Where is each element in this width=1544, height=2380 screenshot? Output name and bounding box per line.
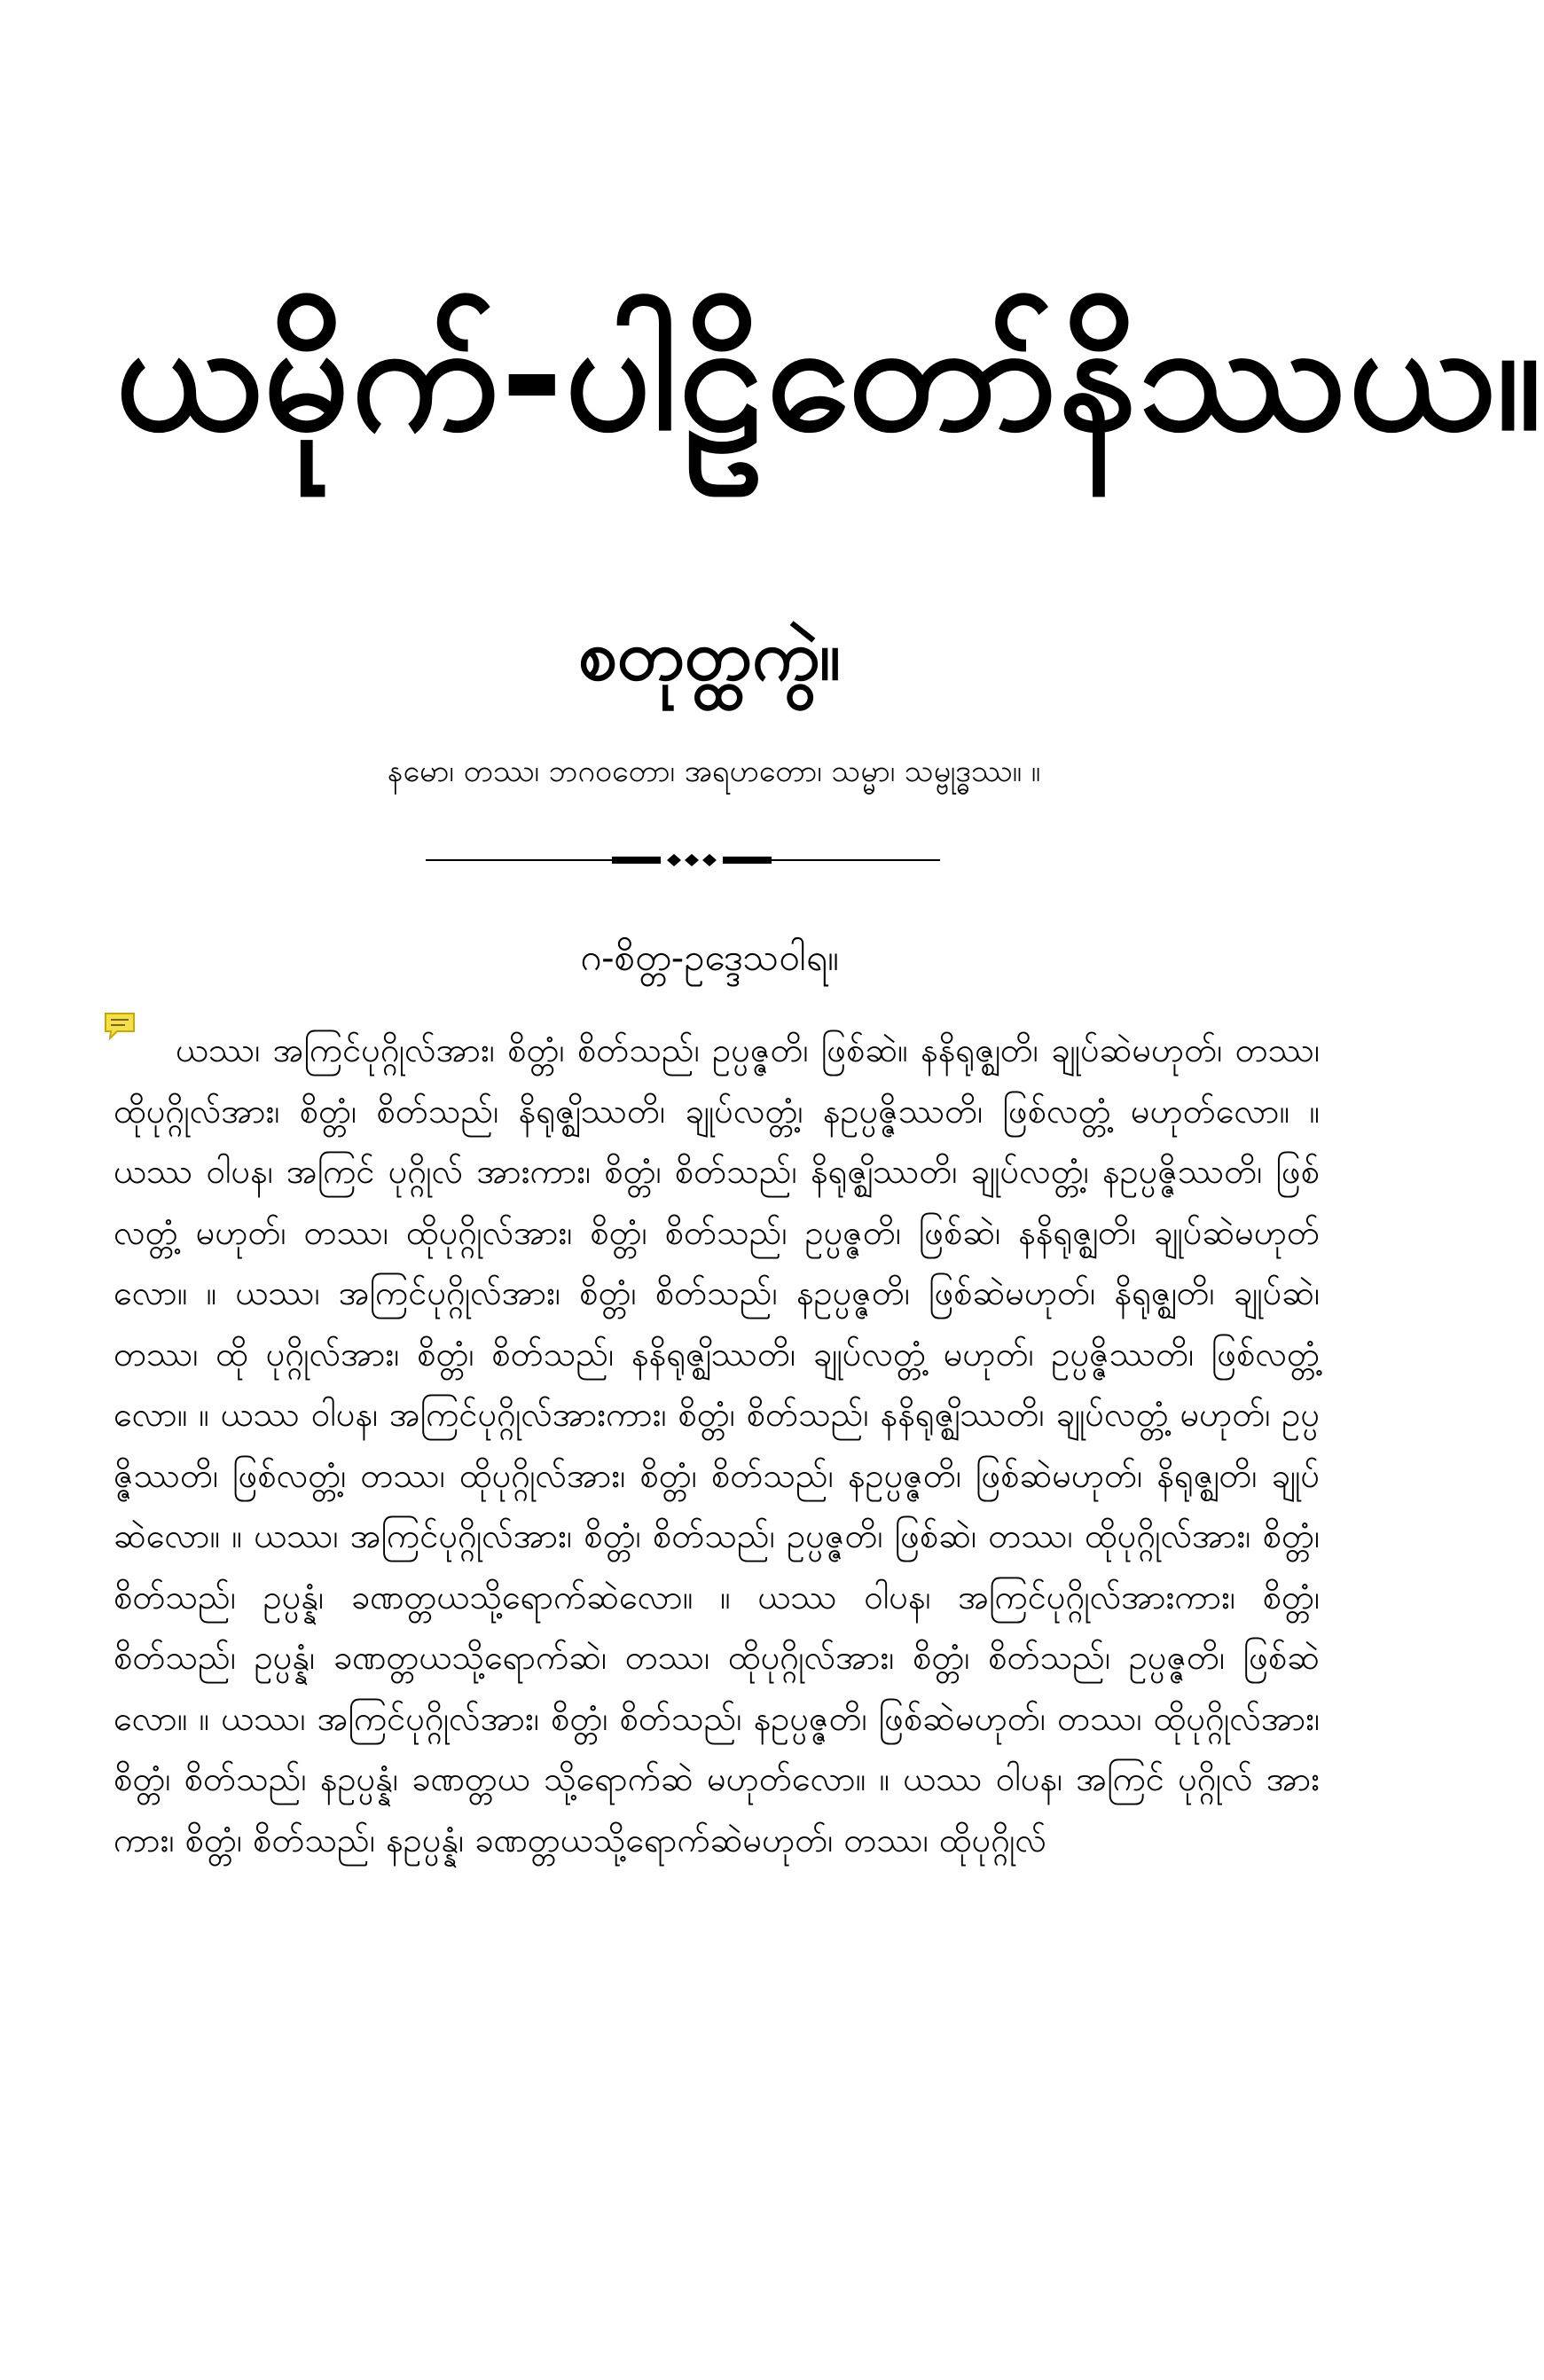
section-heading: ဂ-စိတ္တ-ဥဒ္ဒေသဝါရ။ (580, 936, 839, 979)
invocation-line: နမော၊ တဿ၊ ဘဂဝတော၊ အရဟတော၊ သမ္မာ၊ သမ္ဗုဒ္ဓဿ။ ။ (387, 754, 1041, 789)
divider-diamond-1 (667, 854, 681, 866)
body-text-block (114, 1020, 1320, 2350)
document-title: ယမိုက်-ပါဠိတော်နိဿယ။ (115, 289, 1544, 465)
document-subtitle: စတုတ္ထကွဲ။ (578, 616, 841, 696)
divider-bar-right (723, 857, 772, 864)
ornamental-divider (426, 849, 940, 871)
divider-diamond-2 (685, 854, 699, 866)
divider-bar-left (612, 857, 661, 864)
body-paragraph: ယဿ၊ အကြင်ပုဂ္ဂိုလ်အား၊ စိတ္တံ၊ စိတ်သည်၊ ဥပ္ပဇ္ဇတိ၊ ဖြစ်ဆဲ။ နနိရုဇ္ဈတိ၊ ချုပ်ဆဲမဟုတ်၊ တဿ၊ ထိုပုဂ္ဂိုလ်အား၊ စိတ္တံ၊ စိတ်သည်၊ နိရုဇ္ဈိဿတိ၊ ချုပ်လတ္တံ့၊ နဥပ္ပဇ္ဇိဿတိ၊ ဖြစ်လတ္တံ့ မဟုတ်လော။ ။ ယဿ ဝါပန၊ အကြင် ပုဂ္ဂိုလ် အားကား၊ စိတ္တံ၊ စိတ်သည်၊ နိရုဇ္ဈိဿတိ၊ ချုပ်လတ္တံ့၊ နဥပ္ပဇ္ဇိဿတိ၊ ဖြစ်လတ္တံ့ မဟုတ်၊ တဿ၊ ထိုပုဂ္ဂိုလ်အား၊ စိတ္တံ၊ စိတ်သည်၊ ဥပ္ပဇ္ဇတိ၊ ဖြစ်ဆဲ၊ နနိရုဇ္ဈတိ၊ ချုပ်ဆဲမဟုတ်လော။ ။ ယဿ၊ အကြင်ပုဂ္ဂိုလ်အား၊ စိတ္တံ၊ စိတ်သည်၊ နဥပ္ပဇ္ဇတိ၊ ဖြစ်ဆဲမဟုတ်၊ နိရုဇ္ဈတိ၊ ချုပ်ဆဲ၊ တဿ၊ ထို ပုဂ္ဂိုလ်အား၊ စိတ္တံ၊ စိတ်သည်၊ နနိရုဇ္ဈိဿတိ၊ ချုပ်လတ္တံ့ မဟုတ်၊ ဥပ္ပဇ္ဇိဿတိ၊ ဖြစ်လတ္တံ့လော။ ။ ယဿ ဝါပန၊ အကြင်ပုဂ္ဂိုလ်အားကား၊ စိတ္တံ၊ စိတ်သည်၊ နနိရုဇ္ဈိဿတိ၊ ချုပ်လတ္တံ့ မဟုတ်၊ ဥပ္ပဇ္ဇိဿတိ၊ ဖြစ်လတ္တံ့၊ တဿ၊ ထိုပုဂ္ဂိုလ်အား၊ စိတ္တံ၊ စိတ်သည်၊ နဥပ္ပဇ္ဇတိ၊ ဖြစ်ဆဲမဟုတ်၊ နိရုဇ္ဈတိ၊ ချုပ်ဆဲလော။ ။ ယဿ၊ အကြင်ပုဂ္ဂိုလ်အား၊ စိတ္တံ၊ စိတ်သည်၊ ဥပ္ပဇ္ဇတိ၊ ဖြစ်ဆဲ၊ တဿ၊ ထိုပုဂ္ဂိုလ်အား၊ စိတ္တံ၊ စိတ်သည်၊ ဥပ္ပန္နံ၊ ခဏတ္တယသို့ရောက်ဆဲလော။ ။ ယဿ ဝါပန၊ အကြင်ပုဂ္ဂိုလ်အားကား၊ စိတ္တံ၊ စိတ်သည်၊ ဥပ္ပန္နံ၊ ခဏတ္တယသို့ရောက်ဆဲ၊ တဿ၊ ထိုပုဂ္ဂိုလ်အား၊ စိတ္တံ၊ စိတ်သည်၊ ဥပ္ပဇ္ဇတိ၊ ဖြစ်ဆဲလော။ ။ ယဿ၊ အကြင်ပုဂ္ဂိုလ်အား၊ စိတ္တံ၊ စိတ်သည်၊ နဥပ္ပဇ္ဇတိ၊ ဖြစ်ဆဲမဟုတ်၊ တဿ၊ ထိုပုဂ္ဂိုလ်အား၊ စိတ္တံ၊ စိတ်သည်၊ နဥပ္ပန္နံ၊ ခဏတ္တယ သို့ရောက်ဆဲ မဟုတ်လော။ ။ ယဿ ဝါပန၊ အကြင် ပုဂ္ဂိုလ် အားကား၊ စိတ္တံ၊ စိတ်သည်၊ နဥပ္ပန္နံ၊ ခဏတ္တယသို့ရောက်ဆဲမဟုတ်၊ တဿ၊ ထိုပုဂ္ဂိုလ် (114, 1030, 1320, 1859)
divider-diamond-3 (702, 854, 717, 866)
